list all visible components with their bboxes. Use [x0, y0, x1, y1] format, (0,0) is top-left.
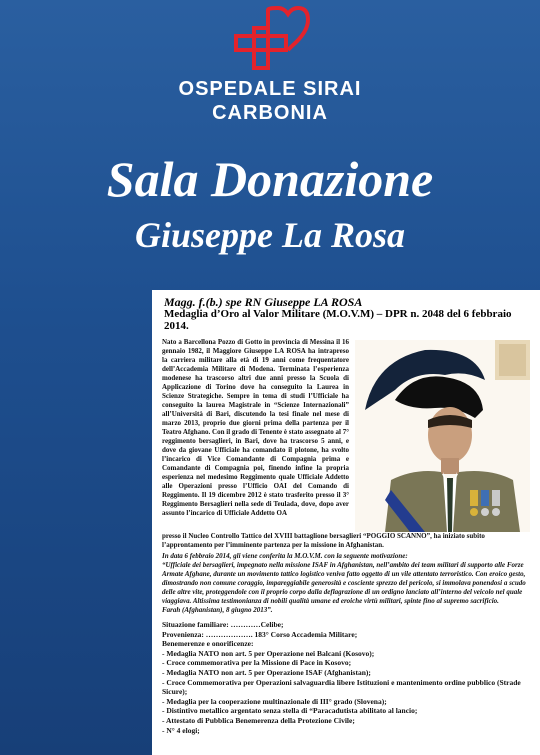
citation-text: “Ufficiale dei bersaglieri, impegnato nella missione ISAF in Afghanistan, nell’ambito dei team militari di supporto alle Forze Armate Afghane, durante un movimento tattico logistico veniva fatto oggetto di un vile attentato terroristico. Con eroico gesto, dimostrando non comune coraggio, impareggiabile generosità e cosciente sprezzo del pericolo, si immolava ponendosi a scudo delle altre vite, proteggendole con il proprio corpo dalla deflagrazione di un ordigno lanciato all’interno del veicolo nel quale viaggiava. Altissima testimonianza di nobili qualità umane ed eroiche virtù militari, spinte fino al supremo sacrificio.: [162, 561, 526, 605]
portrait-photo: [355, 340, 530, 532]
biography-continuation: presso il Nucleo Controllo Tattico del XVIII battaglione bersaglieri “POGGIO SCANNO”, ha iniziato subito l’approntamento per l’imminente partenza per la missione in Afghanistan.: [162, 532, 485, 549]
citation-intro: In data 6 febbraio 2014, gli viene conferita la M.O.V.M. con la seguente motivazione:: [162, 552, 408, 560]
honor-item: - Medaglia NATO non art. 5 per Operazione nei Balcani (Kosovo);: [162, 648, 375, 658]
family-status: Situazione familiare: …………Celibe;: [162, 620, 284, 629]
biography-text: Nato a Barcellona Pozzo di Gotto in provincia di Messina il 16 gennaio 1982, il Maggiore Giuseppe LA ROSA ha intrapreso la carriera militare alla età di 19 anni come frequentatore dell’Accademia Militare di Modena. Terminata l’esperienza modenese ha trascorso altri due anni presso la Scuola di Applicazione di Torino dove ha conseguito la Laurea in Scienze Strategiche. Sempre in tema di studi l’Ufficiale ha conseguito la laurea Magistrale in “Scienze Internazionali” all’Università di Bari, discutendo la tesi finale nel mese di marzo 2013, proprio due giorni prima della partenza per il Teatro Afghano. Con il grado di Tenente è stato assegnato al 7° reggimento bersaglieri, in Bari, dove ha trascorso 5 anni, e dove da giovane Ufficiale ha comandato il plotone, ha svolto l’incarico di Vice Comandante di Compagnia prima e Comandante di Compagnia poi, finendo infine la propria esperienza nel medesimo Reggimento quale Ufficiale Addetto alle Operazioni presso l’Ufficio OAI del Comando di Reggimento. Il 19 dicembre 2012 è stato trasferito presso il 3° Reggimento Bersaglieri nella sede di Teulada, dove, dopo aver assunto l’incarico di Ufficiale Addetto OA: [162, 338, 349, 517]
hospital-name-line1: OSPEDALE SIRAI: [178, 78, 362, 100]
medal-citation: [162, 552, 532, 615]
document-heading: [164, 296, 534, 332]
honor-item: - N° 4 elogi;: [162, 725, 200, 735]
title-honoree-name: Giuseppe La Rosa: [135, 215, 405, 255]
honor-item: - Medaglia NATO non art. 5 per Operazione ISAF (Afghanistan);: [162, 667, 371, 677]
heading-rank-name: Magg. f.(b.) spe RN Giuseppe LA ROSA: [164, 295, 363, 309]
hospital-cross-heart-logo-icon: [232, 6, 312, 72]
personal-details: [162, 620, 532, 735]
citation-place: Farah (Afghanistan), 8 giugno 2013”.: [162, 606, 273, 614]
hospital-name-line2: CARBONIA: [212, 102, 328, 124]
honor-item: - Attestato di Pubblica Benemerenza della Protezione Civile;: [162, 715, 355, 725]
honor-item: - Medaglia per la cooperazione multinazionale di III° grado (Slovena);: [162, 696, 387, 706]
honors-title: Benemerenze e onorificenze:: [162, 639, 254, 649]
honor-item: - Distintivo metallico argentato senza stella di “Paracadutista abilitato al lancio;: [162, 706, 418, 716]
provenance: Provenienza: ………………. 183° Corso Accademia Militare;: [162, 629, 358, 639]
biography-document: [152, 290, 540, 755]
honor-item: - Croce Commemorativa per Operazioni salvaguardia libere Istituzioni e mantenimento ordine pubblico (Strade Sicure);: [162, 677, 521, 697]
honor-item: - Croce commemorativa per la Missione di Pace in Kosovo;: [162, 658, 352, 668]
heading-medal: Medaglia d’Oro al Valor Militare (M.O.V.M) – DPR n. 2048 del 6 febbraio 2014.: [164, 308, 512, 332]
title-sala-donazione: Sala Donazione: [106, 151, 434, 207]
